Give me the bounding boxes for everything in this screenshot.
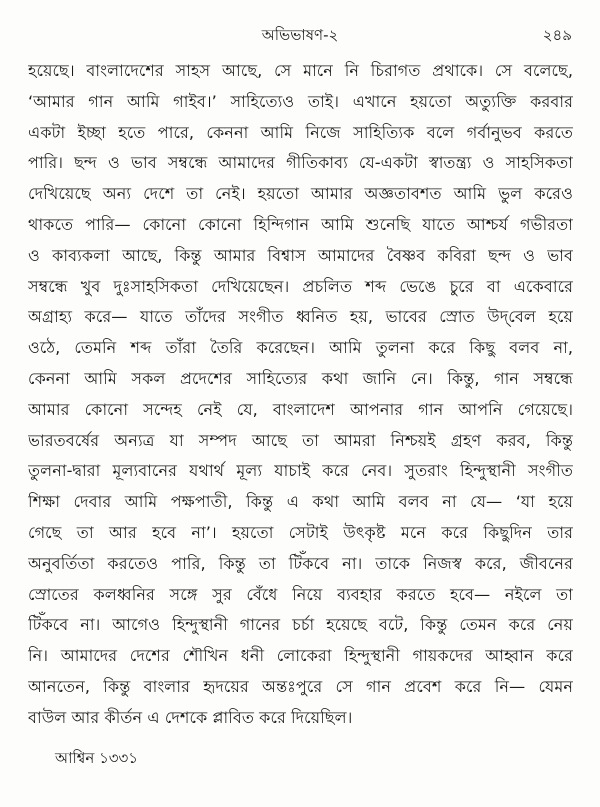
text-line: নি। আমাদের দেশের শৌখিন ধনী লোকেরা হিন্দুস্থানী গায়কদের আহ্বান করে	[28, 646, 573, 666]
text-line: অনুবর্তিতা করতেও পারি, কিন্তু তা টিঁকবে না। তাকে নিজস্ব করে, জীবনের	[28, 553, 573, 573]
text-line: আমার কোনো সন্দেহ নেই যে, বাংলাদেশ আপনার গান আপনি গেয়েছে।	[28, 399, 573, 419]
text-line: থাকতে পারি— কোনো কোনো হিন্দিগান আমি শুনেছি যাতে আশ্চর্য গভীরতা	[28, 214, 573, 234]
text-line: ‘আমার গান আমি গাইব।’ সাহিত্যেও তাই। এখানে হয়তো অত্যুক্তি করবার	[28, 91, 573, 111]
text-line: ও কাব্যকলা আছে, কিন্তু আমার বিশ্বাস আমাদের বৈষ্ণব কবিরা ছন্দ ও ভাব	[28, 245, 573, 265]
text-line: বাউল আর কীর্তন এ দেশকে প্লাবিত করে দিয়েছিল।	[28, 707, 353, 727]
text-line: পারি। ছন্দ ও ভাব সম্বন্ধে আমাদের গীতিকাব্য যে-একটা স্বাতন্ত্র্য ও সাহসিকতা	[28, 153, 573, 173]
chapter-title: অভিভাষণ-২	[261, 26, 339, 44]
text-line: আনতেন, কিন্তু বাংলার হৃদয়ের অন্তঃপুরে সে গান প্রবেশ করে নি— যেমন	[28, 676, 573, 696]
text-line: গেছে তা আর হবে না’। হয়তো সেটাই উৎকৃষ্ট মনে করে কিছুদিন তার	[28, 522, 573, 542]
text-line: স্রোতের কলধ্বনির সঙ্গে সুর বেঁধে নিয়ে ব্যবহার করতে হবে— নইলে তা	[28, 584, 573, 604]
running-head	[0, 22, 600, 48]
date-signature: আশ্বিন ১৩৩১	[55, 749, 139, 767]
text-line: কেননা আমি সকল প্রদেশের সাহিত্যের কথা জানি নে। কিন্তু, গান সম্বন্ধে	[28, 368, 573, 388]
text-line: তুলনা-দ্বারা মূল্যবানের যথার্থ মূল্য যাচাই করে নেব। সুতরাং হিন্দুস্থানী সংগীত	[28, 461, 573, 481]
text-line: অগ্রাহ্য করে— যাতে তাঁদের সংগীত ধ্বনিত হয়, ভাবের স্রোত উদ্‌বেল হয়ে	[28, 307, 573, 327]
text-line: হয়েছে। বাংলাদেশের সাহস আছে, সে মানে নি চিরাগত প্রথাকে। সে বলেছে,	[28, 61, 573, 80]
text-line: একটা ইচ্ছা হতে পারে, কেননা আমি নিজে সাহিত্যিক বলে গর্বানুভব করতে	[28, 122, 573, 142]
text-line: ওঠে, তেমনি শব্দ তাঁরা তৈরি করেছেন। আমি তুলনা করে কিছু বলব না,	[28, 338, 573, 358]
text-line: শিক্ষা দেবার আমি পক্ষপাতী, কিন্তু এ কথা আমি বলব না যে— ‘যা হয়ে	[28, 492, 573, 512]
text-line: সম্বন্ধে খুব দুঃসাহসিকতা দেখিয়েছেন। প্রচলিত শব্দ ভেঙে চুরে বা একেবারে	[28, 276, 573, 296]
body-paragraph	[28, 56, 573, 734]
page-number: ২৪৯	[542, 26, 572, 44]
text-line: টিঁকবে না। আগেও হিন্দুস্থানী গানের চর্চা হয়েছে বটে, কিন্তু তেমন করে নেয়	[28, 615, 573, 635]
text-line: দেখিয়েছে অন্য দেশে তা নেই। হয়তো আমার অজ্ঞতাবশত আমি ভুল করেও	[28, 184, 573, 204]
text-line: ভারতবর্ষের অন্যত্র যা সম্পদ আছে তা আমরা নিশ্চয়ই গ্রহণ করব, কিন্তু	[28, 430, 573, 450]
